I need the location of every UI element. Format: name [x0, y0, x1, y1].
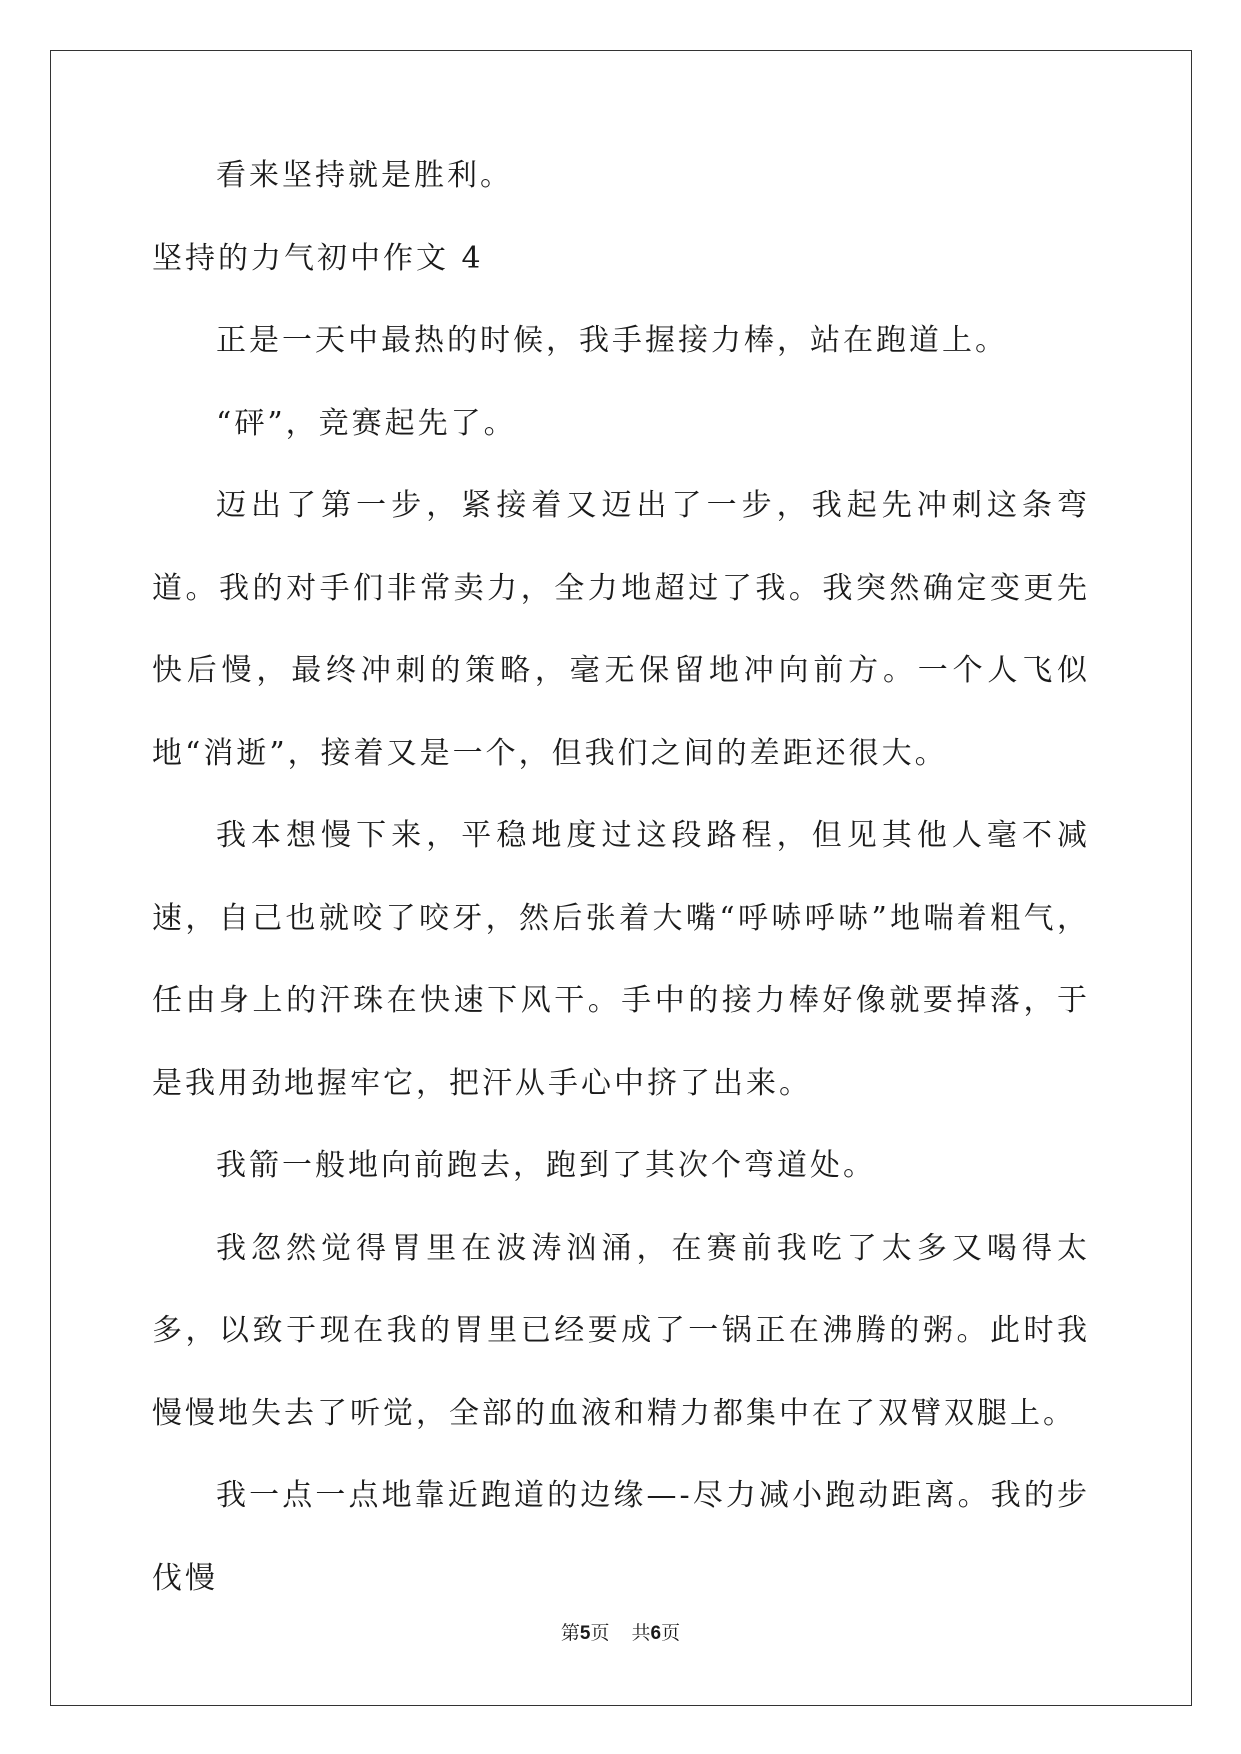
total-pages: 6	[650, 1623, 662, 1644]
total-prefix: 共	[631, 1622, 651, 1644]
total-suffix: 页	[661, 1622, 681, 1644]
paragraph-3: “砰”，竞赛起先了。	[216, 405, 517, 441]
page-current: 5	[579, 1623, 591, 1644]
page-footer	[0, 1618, 1241, 1645]
paragraph-4: 迈出了第一步，紧接着又迈出了一步，我起先冲刺这条弯道。我的对手们非常卖力，全力地超过了我。我突然确定变更先快后慢，最终冲刺的策略，毫无保留地冲向前方。一个人飞似地“消逝”，接着又是一个，但我们之间的差距还很大。	[152, 488, 1090, 771]
page-suffix: 页	[590, 1622, 610, 1644]
paragraph-8: 我一点一点地靠近跑道的边缘—-尽力减小跑动距离。我的步伐慢	[152, 1478, 1090, 1596]
paragraph-6: 我箭一般地向前跑去，跑到了其次个弯道处。	[216, 1148, 876, 1183]
paragraph-7: 我忽然觉得胃里在波涛汹涌，在赛前我吃了太多又喝得太多，以致于现在我的胃里已经要成了一锅正在沸腾的粥。此时我慢慢地失去了听觉，全部的血液和精力都集中在了双臂双腿上。	[152, 1230, 1090, 1431]
document-body	[152, 158, 1090, 1620]
section-heading: 坚持的力气初中作文 4	[152, 240, 484, 276]
page-prefix: 第	[560, 1622, 580, 1644]
paragraph-2: 正是一天中最热的时候，我手握接力棒，站在跑道上。	[216, 323, 1008, 358]
paragraph-1: 看来坚持就是胜利。	[216, 158, 513, 193]
paragraph-5: 我本想慢下来，平稳地度过这段路程，但见其他人毫不减速，自己也就咬了咬牙，然后张着大嘴“呼哧呼哧”地喘着粗气，任由身上的汗珠在快速下风干。手中的接力棒好像就要掉落，于是我用劲地握牢它，把汗从手心中挤了出来。	[152, 818, 1090, 1101]
